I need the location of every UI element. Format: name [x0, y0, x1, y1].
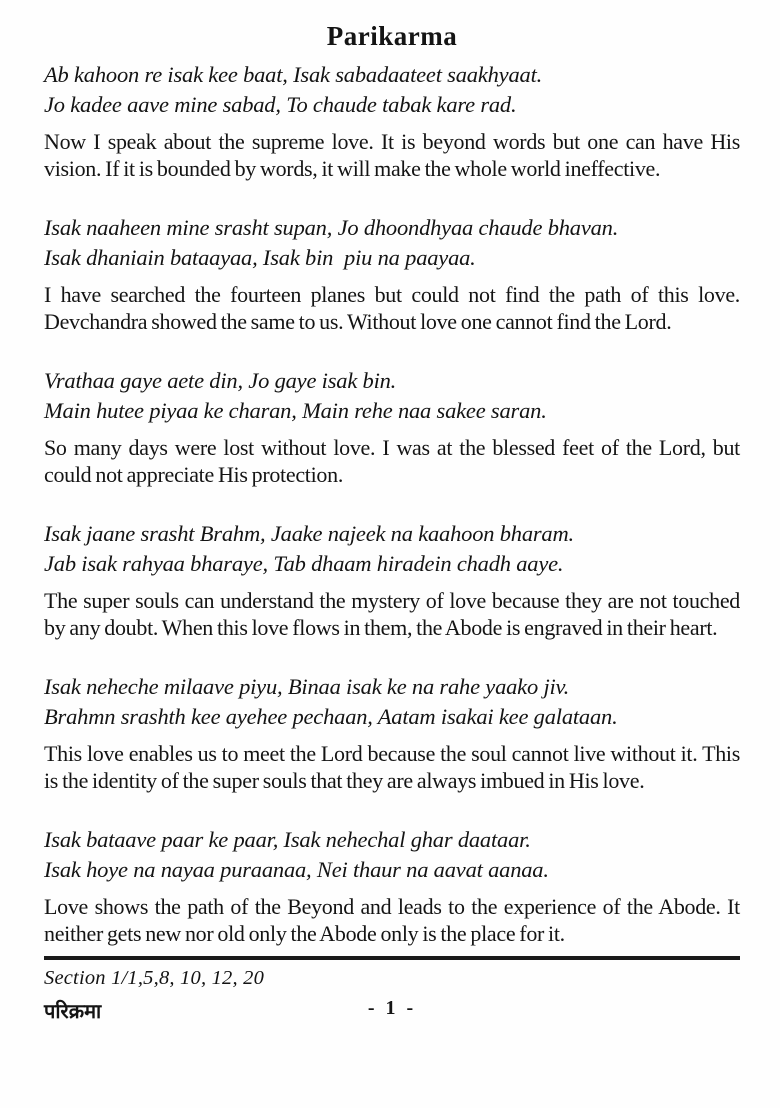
stanza-6: [44, 825, 740, 947]
verse-line: Jab isak rahyaa bharaye, Tab dhaam hiradein chadh aaye.: [44, 551, 564, 576]
verse-line: Isak jaane srasht Brahm, Jaake najeek na kaahoon bharam.: [44, 521, 574, 546]
verse-translation: This love enables us to meet the Lord because the soul cannot live without it. This is the identity of the super souls that they are always imbued in His love.: [44, 741, 740, 793]
verse-line: Ab kahoon re isak kee baat, Isak sabadaateet saakhyaat.: [44, 62, 543, 87]
page-number: - 1 -: [367, 997, 417, 1019]
page-footer: [44, 997, 740, 1023]
stanza-5: [44, 672, 740, 794]
stanza-3: [44, 366, 740, 488]
verse-line: Isak neheche milaave piyu, Binaa isak ke na rahe yaako jiv.: [44, 674, 570, 699]
verse-couplet: [44, 672, 740, 732]
verse-translation: Now I speak about the supreme love. It is beyond words but one can have His vision. If it is bounded by words, it will make the whole world ineffective.: [44, 129, 740, 181]
section-reference: Section 1/1,5,8, 10, 12, 20: [44, 967, 265, 989]
verse-line: Isak naaheen mine srasht supan, Jo dhoondhyaa chaude bhavan.: [44, 215, 619, 240]
verse-couplet: [44, 60, 740, 120]
verse-line: Isak dhaniain bataayaa, Isak bin piu na paayaa.: [44, 245, 476, 270]
verse-translation: So many days were lost without love. I was at the blessed feet of the Lord, but could not appreciate His protection.: [44, 435, 740, 487]
verse-translation: I have searched the fourteen planes but could not find the path of this love. Devchandra showed the same to us. Without love one cannot find the Lord.: [44, 282, 740, 334]
verse-line: Jo kadee aave mine sabad, To chaude tabak kare rad.: [44, 92, 517, 117]
book-title-devanagari: परिक्रमा: [44, 1001, 102, 1023]
footer-divider: [44, 956, 740, 960]
stanza-1: [44, 60, 740, 182]
stanza-4: [44, 519, 740, 641]
verse-couplet: [44, 825, 740, 885]
verse-couplet: [44, 366, 740, 426]
verse-translation: Love shows the path of the Beyond and leads to the experience of the Abode. It neither gets new nor old only the Abode only is the place for it.: [44, 894, 740, 946]
verse-line: Vrathaa gaye aete din, Jo gaye isak bin.: [44, 368, 397, 393]
verse-line: Isak hoye na nayaa puraanaa, Nei thaur na aavat aanaa.: [44, 857, 549, 882]
verse-line: Isak bataave paar ke paar, Isak nehechal ghar daataar.: [44, 827, 531, 852]
verse-translation: The super souls can understand the mystery of love because they are not touched by any doubt. When this love flows in them, the Abode is engraved in their heart.: [44, 588, 740, 640]
verse-line: Brahmn srashth kee ayehee pechaan, Aatam isakai kee galataan.: [44, 704, 618, 729]
verse-couplet: [44, 213, 740, 273]
stanza-2: [44, 213, 740, 335]
page-title: Parikarma: [326, 21, 458, 51]
verse-line: Main hutee piyaa ke charan, Main rehe naa sakee saran.: [44, 398, 547, 423]
verse-couplet: [44, 519, 740, 579]
